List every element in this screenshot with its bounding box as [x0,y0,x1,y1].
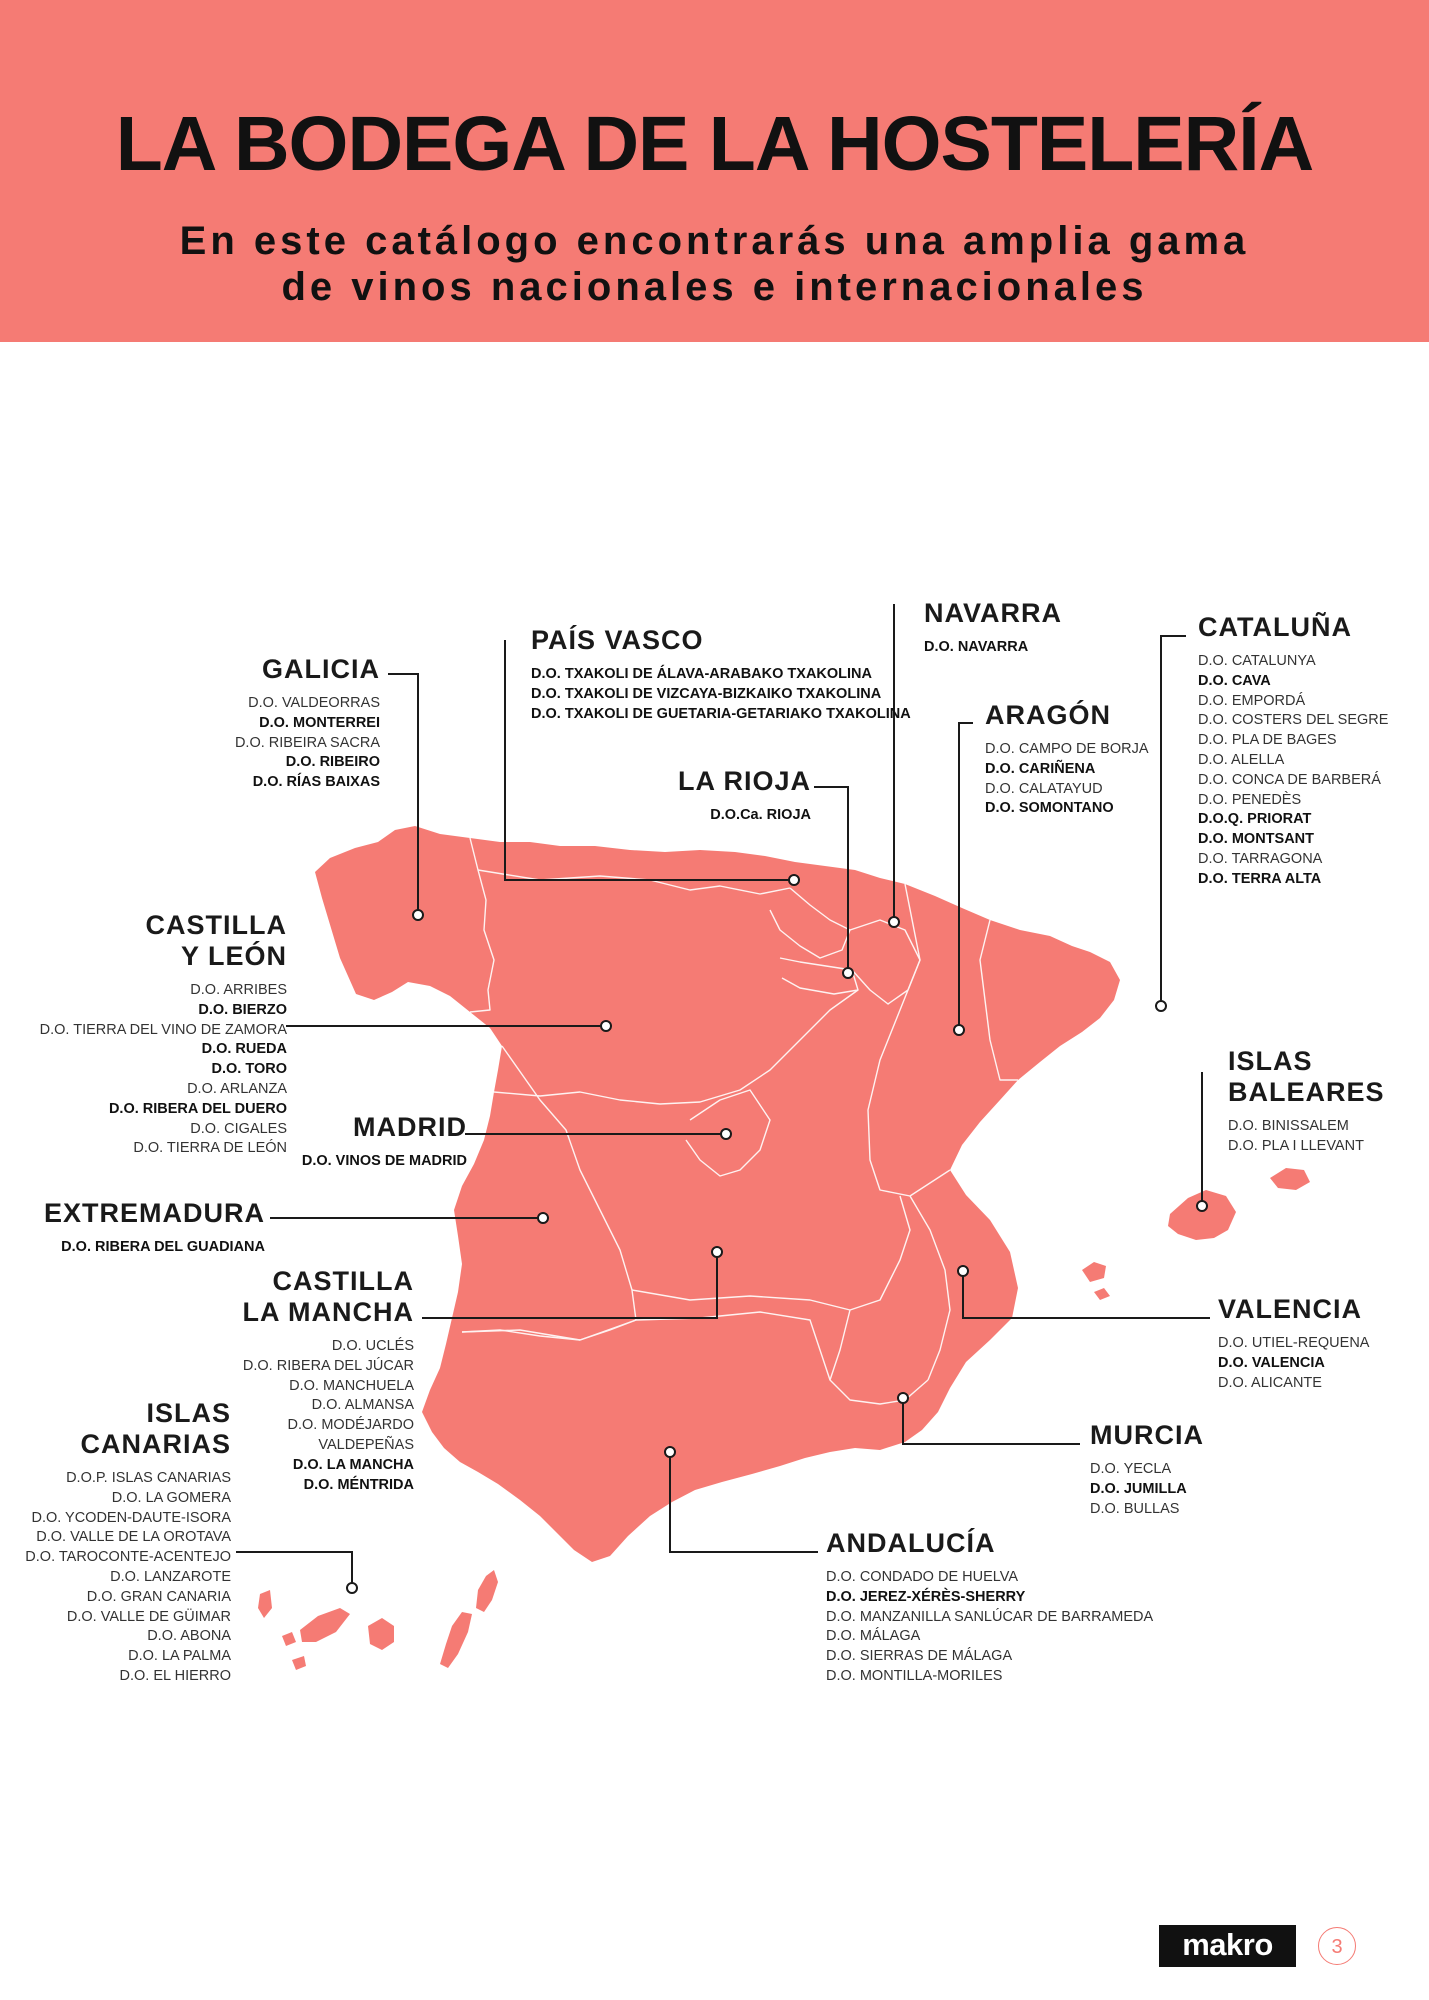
pin-baleares [1197,1201,1207,1211]
do-list [1198,652,1388,890]
do-list [1228,1117,1385,1157]
do-list [985,740,1149,819]
do-item: D.O. ABONA [147,1628,231,1645]
region-name: VALENCIA [1218,1294,1363,1324]
formentera-shape [1094,1288,1110,1300]
do-item: D.O. TIERRA DEL VINO DE ZAMORA [39,1021,287,1038]
do-item: D.O. MONTERREI [259,714,380,731]
do-item: D.O. EL HIERRO [119,1667,231,1684]
region-name-line-1: CASTILLA [145,910,287,940]
do-list [826,1568,1153,1687]
do-list [1218,1334,1369,1393]
do-item: D.O. ARLANZA [187,1080,287,1097]
do-item: D.O. RIBERA DEL GUADIANA [61,1239,265,1255]
region-extremadura [44,1198,265,1258]
do-item: D.O. CIGALES [190,1120,287,1137]
do-item: D.O. MONTILLA-MORILES [826,1667,1003,1684]
do-item: D.O. MÉNTRIDA [303,1476,414,1493]
pin-cataluna [1156,1001,1166,1011]
page-number: 3 [1318,1927,1356,1965]
do-item: D.O.Q. PRIORAT [1198,811,1312,828]
pin-extremadura [538,1213,548,1223]
do-item: D.O. BINISSALEM [1228,1118,1349,1134]
region-islas-baleares [1228,1046,1385,1157]
pin-madrid [721,1129,731,1139]
region-name-line-1: CASTILLA [272,1266,414,1296]
region-madrid [302,1112,467,1172]
do-item: D.O. CAMPO DE BORJA [985,741,1149,757]
do-list [243,1337,414,1495]
region-name: LA RIOJA [677,766,811,796]
do-item: D.O. RIBERA DEL JÚCAR [242,1357,414,1374]
do-item: D.O. SOMONTANO [985,800,1114,817]
pin-galicia [413,910,423,920]
do-item: D.O. JEREZ-XÉRÈS-SHERRY [826,1588,1026,1605]
do-item: D.O. SIERRAS DE MÁLAGA [826,1648,1013,1665]
fuerteventura-shape [440,1612,472,1668]
do-item: D.O. RIBEIRO [285,754,380,771]
region-cataluna [1198,612,1388,890]
peninsula-shape [315,826,1120,1562]
pin-pais-vasco [789,875,799,885]
region-name: MADRID [353,1112,467,1142]
region-name-line-1: ISLAS [1228,1046,1313,1076]
pin-canarias [347,1583,357,1593]
do-item: D.O. LA GOMERA [111,1489,231,1506]
do-item: D.O. PLA I LLEVANT [1228,1137,1364,1154]
do-list [531,665,911,724]
do-item: D.O. LANZAROTE [110,1568,231,1585]
menorca-shape [1270,1168,1310,1190]
do-item: D.O. VINOS DE MADRID [301,1153,467,1169]
do-item: D.O. RIBERA DEL DUERO [108,1100,287,1117]
do-item: D.O. ALICANTE [1218,1374,1322,1391]
region-castilla-leon [40,910,287,1159]
region-galicia [235,654,380,793]
do-item: D.O. PENEDÈS [1198,791,1302,808]
do-item: D.O. MANZANILLA SANLÚCAR DE BARRAMEDA [826,1608,1154,1625]
do-item: D.O. CATALUNYA [1198,653,1316,669]
region-murcia [1090,1420,1204,1519]
do-item: D.O. RUEDA [201,1041,287,1058]
pin-navarra [889,917,899,927]
pin-castilla-mancha [712,1247,722,1257]
do-item: D.O. VALDEORRAS [248,695,380,711]
region-name-line-2: Y LEÓN [180,941,287,971]
do-item: D.O. ALELLA [1198,751,1285,768]
region-navarra [924,598,1062,658]
do-item: D.O. ALMANSA [311,1397,414,1414]
region-pais-vasco [531,625,911,724]
do-item: D.O. LA MANCHA [292,1456,414,1473]
do-item: D.O. TAROCONTE-ACENTEJO [25,1549,231,1566]
do-list [924,638,1062,658]
region-name: ANDALUCÍA [826,1528,996,1558]
tenerife-shape [300,1608,350,1642]
do-item: D.O. BIERZO [198,1001,287,1018]
ibiza-shape [1082,1262,1106,1282]
do-item: D.O. TIERRA DE LEÓN [133,1140,287,1157]
do-item: D.O. YCODEN-DAUTE-ISORA [31,1509,231,1526]
region-castilla-mancha [243,1266,414,1495]
leader-canarias [236,1552,352,1588]
do-item: D.O. VALENCIA [1218,1354,1325,1371]
region-name: PAÍS VASCO [531,625,704,655]
do-item: D.O. TERRA ALTA [1198,870,1322,887]
do-item: D.O. MANCHUELA [289,1377,414,1394]
do-item: D.O. MÁLAGA [826,1628,921,1645]
region-name: MURCIA [1090,1420,1204,1450]
pin-aragon [954,1025,964,1035]
do-list [25,1469,231,1687]
pin-murcia [898,1393,908,1403]
region-name: NAVARRA [924,598,1062,628]
do-item: D.O. CONDADO DE HUELVA [826,1569,1019,1585]
do-list [235,694,380,793]
do-item: D.O. VALLE DE LA OROTAVA [36,1529,231,1546]
do-item: D.O. CALATAYUD [985,780,1103,797]
region-aragon [985,700,1149,819]
do-item: D.O. CONCA DE BARBERÁ [1198,771,1381,788]
do-item: D.O. CARIÑENA [985,760,1096,777]
do-item: D.O. YECLA [1090,1461,1172,1477]
do-item: D.O. CAVA [1198,672,1271,689]
do-item: D.O.Ca. RIOJA [710,807,811,823]
do-item: D.O. RIBEIRA SACRA [234,734,380,751]
do-item: D.O. BULLAS [1090,1500,1180,1517]
region-la-rioja [678,766,811,826]
do-item: D.O. TXAKOLI DE ÁLAVA-ARABAKO TXAKOLINA [531,666,873,682]
do-item: D.O. MODÉJARDO [287,1417,414,1434]
do-item: D.O. RÍAS BAIXAS [252,774,380,791]
do-list [302,1152,467,1172]
gran-canaria-shape [368,1618,394,1650]
do-list [678,806,811,826]
do-item: D.O. JUMILLA [1090,1480,1187,1497]
region-name: ARAGÓN [985,700,1111,730]
subtitle-line-2: de vinos nacionales e internacionales [281,265,1148,309]
page-title: LA BODEGA DE LA HOSTELERÍA [115,101,1314,187]
region-name: GALICIA [262,654,380,684]
lanzarote-shape [476,1570,498,1612]
leader-cataluna [1161,636,1186,1006]
region-name-line-2: CANARIAS [80,1429,231,1459]
region-name: CATALUÑA [1198,612,1352,642]
pin-valencia [958,1266,968,1276]
do-item: D.O. UCLÉS [331,1338,414,1354]
region-andalucia [826,1528,1153,1687]
pin-andalucia [665,1447,675,1457]
do-item: D.O. TXAKOLI DE VIZCAYA-BIZKAIKO TXAKOLINA [531,685,882,702]
do-item: D.O. COSTERS DEL SEGRE [1198,712,1389,729]
pin-castilla-leon [601,1021,611,1031]
do-item: D.O. ARRIBES [190,982,287,998]
region-name-line-1: ISLAS [146,1398,231,1428]
subtitle-line-1: En este catálogo encontrarás una amplia gama [179,219,1250,263]
region-name-line-2: BALEARES [1228,1077,1385,1107]
do-item: D.O. VALLE DE GÜIMAR [66,1608,231,1625]
do-item: D.O. TXAKOLI DE GUETARIA-GETARIAKO TXAKOLINA [531,705,911,722]
do-list [1090,1460,1204,1519]
el-hierro-shape [292,1656,306,1670]
do-item: D.O.P. ISLAS CANARIAS [66,1470,231,1486]
do-item: D.O. MONTSANT [1198,831,1314,848]
do-item: D.O. GRAN CANARIA [86,1588,231,1605]
do-item: D.O. TARRAGONA [1198,850,1323,867]
la-gomera-shape [282,1632,296,1646]
do-item: D.O. PLA DE BAGES [1198,732,1337,749]
do-item: VALDEPEÑAS [318,1436,414,1453]
do-item: D.O. LA PALMA [128,1648,231,1665]
la-palma-shape [258,1590,272,1618]
region-valencia [1218,1294,1369,1393]
pin-la-rioja [843,968,853,978]
do-list [44,1238,265,1258]
region-name-line-2: LA MANCHA [242,1297,414,1327]
do-item: D.O. NAVARRA [924,639,1029,655]
do-item: D.O. TORO [211,1061,287,1078]
makro-logo: makro [1159,1925,1296,1967]
region-islas-canarias [25,1398,231,1687]
region-name: EXTREMADURA [43,1198,265,1228]
do-item: D.O. EMPORDÁ [1198,692,1306,709]
do-list [40,981,287,1159]
do-item: D.O. UTIEL-REQUENA [1218,1335,1370,1351]
